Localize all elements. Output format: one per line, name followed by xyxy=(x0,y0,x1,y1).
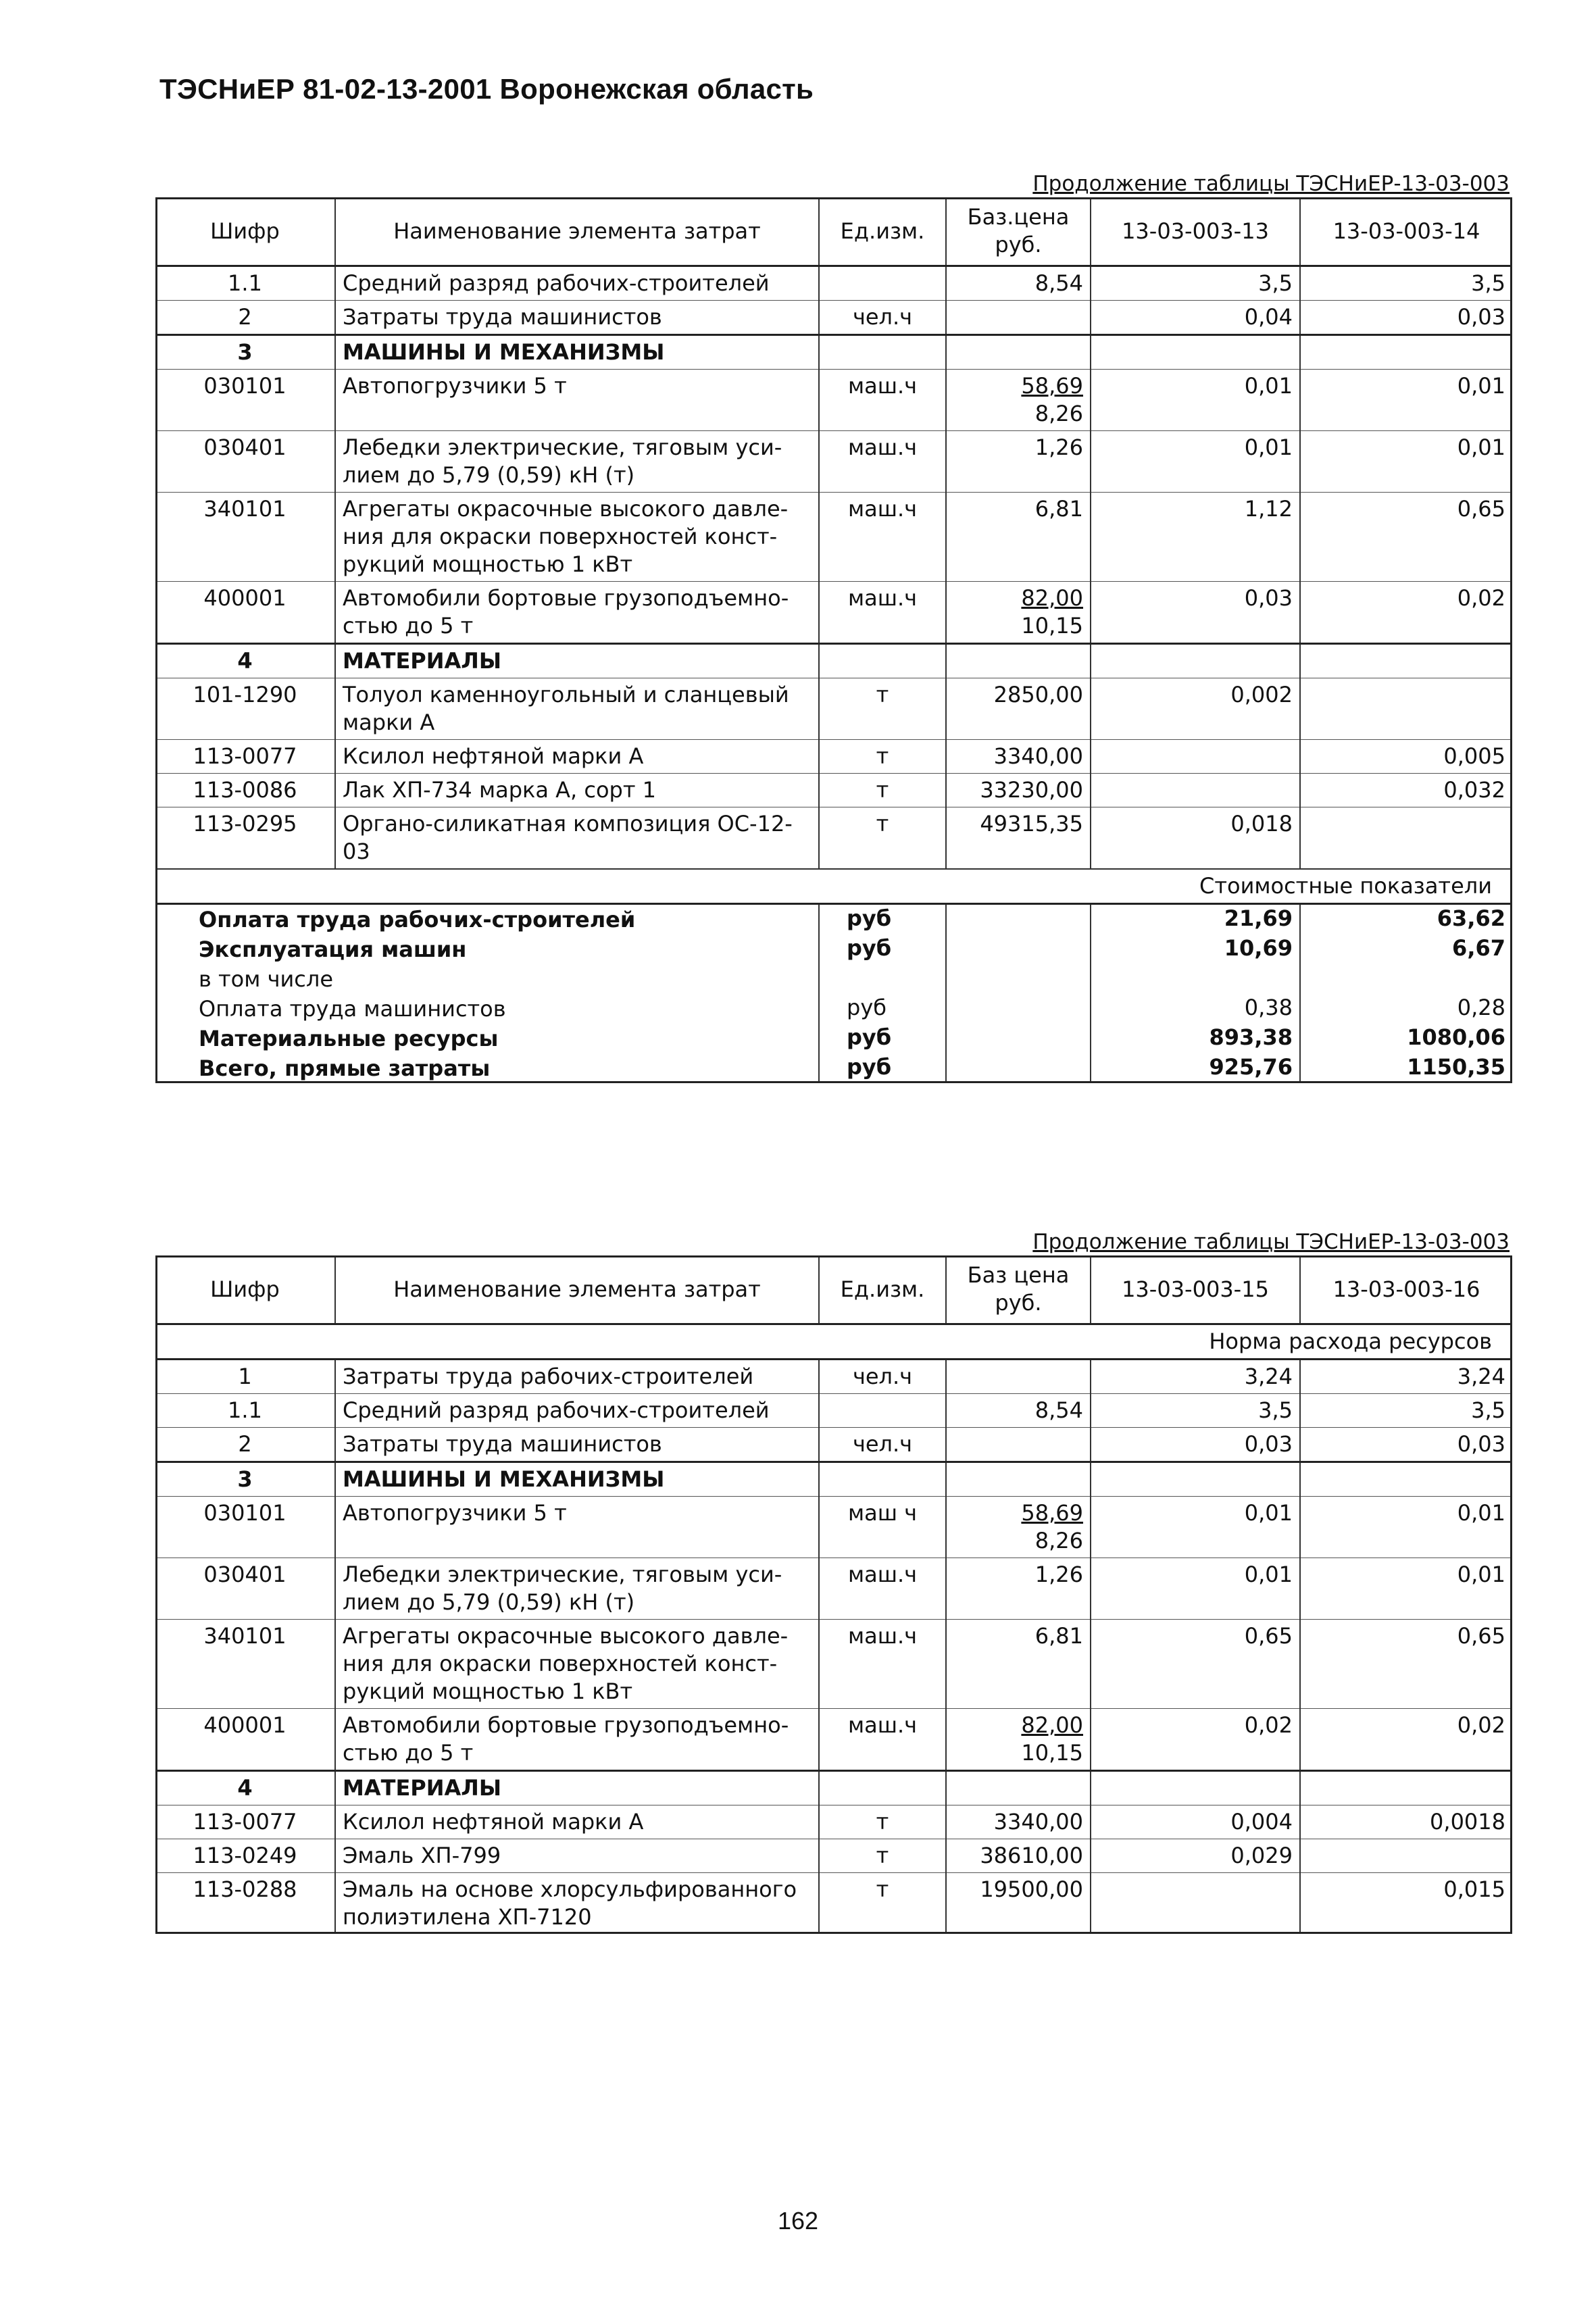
row-name: Затраты труда машинистов xyxy=(335,1428,819,1462)
row-code: 400001 xyxy=(155,582,335,644)
row-code: 030101 xyxy=(155,1497,335,1558)
row-price-labor: 8,26 xyxy=(1034,1528,1083,1553)
cost-name: Оплата труда рабочих-строителей xyxy=(199,907,636,932)
table-row xyxy=(155,1620,1512,1709)
table-row xyxy=(155,1805,1512,1839)
table-row xyxy=(155,301,1512,335)
row-price-labor: 10,15 xyxy=(1021,1740,1083,1766)
cost-unit: руб xyxy=(819,1053,946,1083)
resource-norm-label-row xyxy=(155,1324,1512,1360)
table-row xyxy=(155,1873,1512,1935)
cost-name: Материальные ресурсы xyxy=(199,1026,499,1051)
col-name-header: Наименование элемента затрат xyxy=(335,1255,819,1324)
row-code: 4 xyxy=(155,644,335,678)
col-value-1-header: 13-03-003-15 xyxy=(1091,1255,1300,1324)
cost-name: Всего, прямые затраты xyxy=(199,1055,491,1081)
row-name: Затраты труда рабочих-строителей xyxy=(335,1360,819,1394)
table-row xyxy=(155,1360,1512,1394)
row-value-2: 0,02 xyxy=(1300,582,1512,644)
row-value-2: 0,015 xyxy=(1300,1873,1512,1935)
row-code: 113-0086 xyxy=(155,774,335,807)
cost-value-1: 0,38 xyxy=(1091,994,1300,1024)
row-value-1: 3,5 xyxy=(1091,1394,1300,1428)
row-value-1: 0,004 xyxy=(1091,1805,1300,1839)
col-code-header: Шифр xyxy=(155,1255,335,1324)
table-row xyxy=(155,1497,1512,1558)
row-price xyxy=(946,644,1091,678)
row-name: МАШИНЫ И МЕХАНИЗМЫ xyxy=(335,1462,819,1497)
row-code: 400001 xyxy=(155,1709,335,1771)
table-row xyxy=(155,370,1512,431)
row-code: 2 xyxy=(155,1428,335,1462)
row-unit: т xyxy=(819,740,946,774)
cost-value-1: 10,69 xyxy=(1091,935,1300,964)
cost-unit: руб xyxy=(819,1024,946,1053)
row-price xyxy=(946,370,1091,431)
row-name: МАТЕРИАЛЫ xyxy=(335,644,819,678)
row-name: Органо-силикатная композиция ОС-12-03 xyxy=(335,807,819,870)
row-price: 2850,00 xyxy=(946,678,1091,740)
cost-row xyxy=(155,994,1512,1024)
row-value-2: 0,02 xyxy=(1300,1709,1512,1771)
row-value-2 xyxy=(1300,335,1512,370)
row-unit: маш.ч xyxy=(819,493,946,582)
cost-row xyxy=(155,964,1512,994)
cost-price xyxy=(946,1053,1091,1083)
row-code: 1.1 xyxy=(228,270,262,296)
row-unit: маш.ч xyxy=(819,370,946,431)
row-value-1: 0,018 xyxy=(1091,807,1300,870)
col-value-2-header: 13-03-003-16 xyxy=(1300,1255,1512,1324)
cost-value-2: 0,28 xyxy=(1300,994,1512,1024)
row-price: 19500,00 xyxy=(946,1873,1091,1935)
row-value-1: 1,12 xyxy=(1091,493,1300,582)
row-unit: чел.ч xyxy=(819,1360,946,1394)
row-name: Средний разряд рабочих-строителей xyxy=(335,266,819,301)
row-name: Лебедки электрические, тяговым уси-лием до 5,79 (0,59) кН (т) xyxy=(335,431,819,493)
row-value-2: 0,032 xyxy=(1300,774,1512,807)
col-name-header: Наименование элемента затрат xyxy=(335,197,819,266)
row-value-2: 3,5 xyxy=(1300,266,1512,301)
row-value-2: 0,01 xyxy=(1300,1558,1512,1620)
table-row xyxy=(155,1709,1512,1771)
row-value-1: 0,029 xyxy=(1091,1839,1300,1873)
row-code: 340101 xyxy=(155,1620,335,1709)
row-code: 101-1290 xyxy=(155,678,335,740)
row-price xyxy=(946,1771,1091,1805)
row-name: Ксилол нефтяной марки А xyxy=(335,1805,819,1839)
row-code: 113-0077 xyxy=(155,740,335,774)
row-value-1: 0,01 xyxy=(1091,370,1300,431)
cost-price xyxy=(946,994,1091,1024)
row-unit: маш.ч xyxy=(819,1709,946,1771)
col-value-2-header: 13-03-003-14 xyxy=(1300,197,1512,266)
row-value-1 xyxy=(1091,644,1300,678)
row-unit: чел.ч xyxy=(819,301,946,335)
row-name: МАШИНЫ И МЕХАНИЗМЫ xyxy=(335,335,819,370)
row-unit: маш.ч xyxy=(819,1620,946,1709)
cost-price xyxy=(946,964,1091,994)
row-name: Автопогрузчики 5 т xyxy=(335,1497,819,1558)
row-code: 113-0295 xyxy=(155,807,335,870)
row-unit: т xyxy=(819,774,946,807)
table-row xyxy=(155,740,1512,774)
row-name: Затраты труда машинистов xyxy=(335,301,819,335)
row-code: 030101 xyxy=(155,370,335,431)
row-value-1: 0,002 xyxy=(1091,678,1300,740)
row-price xyxy=(946,582,1091,644)
row-price xyxy=(946,1497,1091,1558)
cost-unit: руб xyxy=(819,935,946,964)
row-value-2: 0,65 xyxy=(1300,493,1512,582)
resource-table-1 xyxy=(155,197,1512,1083)
row-value-2: 0,005 xyxy=(1300,740,1512,774)
row-code: 340101 xyxy=(155,493,335,582)
row-value-1 xyxy=(1091,774,1300,807)
row-value-2: 0,65 xyxy=(1300,1620,1512,1709)
row-name: Автопогрузчики 5 т xyxy=(335,370,819,431)
table-row xyxy=(155,493,1512,582)
row-name: МАТЕРИАЛЫ xyxy=(335,1771,819,1805)
row-price-machine: 82,00 xyxy=(1021,1712,1083,1738)
row-price xyxy=(946,301,1091,335)
cost-unit: руб xyxy=(819,994,946,1024)
row-code: 113-0249 xyxy=(155,1839,335,1873)
row-unit xyxy=(819,1462,946,1497)
row-value-1: 3,5 xyxy=(1091,266,1300,301)
table-row xyxy=(155,1428,1512,1462)
row-code: 3 xyxy=(155,335,335,370)
row-price: 3340,00 xyxy=(946,1805,1091,1839)
row-price: 3340,00 xyxy=(946,740,1091,774)
row-value-1: 0,04 xyxy=(1091,301,1300,335)
cost-value-2: 6,67 xyxy=(1300,935,1512,964)
continuation-label-1: Продолжение таблицы ТЭСНиЕР-13-03-003 xyxy=(1032,172,1510,196)
cost-row xyxy=(155,904,1512,935)
table-row xyxy=(155,582,1512,644)
row-value-1: 0,65 xyxy=(1091,1620,1300,1709)
row-value-2: 0,01 xyxy=(1300,431,1512,493)
cost-value-1 xyxy=(1091,964,1300,994)
row-value-2: 3,5 xyxy=(1300,1394,1512,1428)
table-row xyxy=(155,1558,1512,1620)
row-unit: чел.ч xyxy=(819,1428,946,1462)
row-value-2 xyxy=(1300,1839,1512,1873)
cost-value-1: 21,69 xyxy=(1091,904,1300,935)
row-name: Лак ХП-734 марка А, сорт 1 xyxy=(335,774,819,807)
row-price-labor: 8,26 xyxy=(1034,401,1083,426)
table-header-row xyxy=(155,1255,1512,1324)
row-unit: маш.ч xyxy=(819,582,946,644)
cost-row xyxy=(155,1053,1512,1083)
row-unit: маш.ч xyxy=(819,1558,946,1620)
row-value-2 xyxy=(1300,1462,1512,1497)
col-price-header: Баз.цена руб. xyxy=(946,197,1091,266)
row-unit xyxy=(819,266,946,301)
col-unit-header: Ед.изм. xyxy=(819,1255,946,1324)
row-unit xyxy=(819,1394,946,1428)
row-price xyxy=(946,1462,1091,1497)
table-row xyxy=(155,1462,1512,1497)
row-price: 6,81 xyxy=(946,493,1091,582)
row-code: 030401 xyxy=(155,1558,335,1620)
row-value-1: 0,01 xyxy=(1091,1558,1300,1620)
col-value-1-header: 13-03-003-13 xyxy=(1091,197,1300,266)
cost-value-2: 63,62 xyxy=(1300,904,1512,935)
row-price xyxy=(946,1709,1091,1771)
row-price xyxy=(946,1360,1091,1394)
table-row xyxy=(155,431,1512,493)
table-row xyxy=(155,1394,1512,1428)
row-price-machine: 58,69 xyxy=(1021,1500,1083,1526)
row-unit: маш ч xyxy=(819,1497,946,1558)
cost-value-2 xyxy=(1300,964,1512,994)
cost-unit xyxy=(819,964,946,994)
row-price-machine: 58,69 xyxy=(1021,373,1083,399)
row-value-2 xyxy=(1300,678,1512,740)
cost-name: Оплата труда машинистов xyxy=(199,996,506,1022)
col-unit-header: Ед.изм. xyxy=(819,197,946,266)
row-value-1: 3,24 xyxy=(1091,1360,1300,1394)
row-code: 1 xyxy=(238,1364,252,1389)
row-value-1 xyxy=(1091,740,1300,774)
cost-row xyxy=(155,935,1512,964)
row-name: Лебедки электрические, тяговым уси-лием до 5,79 (0,59) кН (т) xyxy=(335,1558,819,1620)
row-name: Автомобили бортовые грузоподъемно-стью до 5 т xyxy=(335,582,819,644)
row-price: 49315,35 xyxy=(946,807,1091,870)
table-row xyxy=(155,335,1512,370)
row-unit: т xyxy=(819,807,946,870)
table-row xyxy=(155,1771,1512,1805)
cost-value-2: 1150,35 xyxy=(1300,1053,1512,1083)
col-price-header: Баз цена руб. xyxy=(946,1255,1091,1324)
row-unit: т xyxy=(819,1805,946,1839)
cost-row xyxy=(155,1024,1512,1053)
row-price-labor: 10,15 xyxy=(1021,613,1083,639)
row-name: Ксилол нефтяной марки А xyxy=(335,740,819,774)
row-price xyxy=(946,1428,1091,1462)
continuation-label-2: Продолжение таблицы ТЭСНиЕР-13-03-003 xyxy=(1032,1230,1510,1254)
row-code: 113-0077 xyxy=(155,1805,335,1839)
cost-indicators-label: Стоимостные показатели xyxy=(155,869,1512,904)
row-value-2 xyxy=(1300,1771,1512,1805)
row-value-1: 0,03 xyxy=(1091,1428,1300,1462)
row-value-1: 0,01 xyxy=(1091,1497,1300,1558)
table-row xyxy=(155,678,1512,740)
row-price: 1,26 xyxy=(946,431,1091,493)
row-code: 1.1 xyxy=(155,1394,335,1428)
table-row xyxy=(155,1839,1512,1873)
row-code: 3 xyxy=(155,1462,335,1497)
page-number: 162 xyxy=(777,2207,819,2235)
row-price: 8,54 xyxy=(946,266,1091,301)
table-row xyxy=(155,807,1512,870)
row-value-2: 0,03 xyxy=(1300,1428,1512,1462)
row-code: 030401 xyxy=(155,431,335,493)
table-header-row xyxy=(155,197,1512,266)
cost-value-1: 925,76 xyxy=(1091,1053,1300,1083)
cost-value-1: 893,38 xyxy=(1091,1024,1300,1053)
cost-name: в том числе xyxy=(199,966,333,992)
row-code: 113-0288 xyxy=(155,1873,335,1935)
row-name: Эмаль на основе хлорсульфированного полиэтилена ХП-7120 xyxy=(335,1873,819,1935)
row-unit: маш.ч xyxy=(819,431,946,493)
row-value-2: 3,24 xyxy=(1300,1360,1512,1394)
row-name: Агрегаты окрасочные высокого давле-ния для окраски поверхностей конст-рукций мощностью 1 кВт xyxy=(335,493,819,582)
row-value-1 xyxy=(1091,1771,1300,1805)
row-value-1: 0,03 xyxy=(1091,582,1300,644)
cost-price xyxy=(946,904,1091,935)
row-unit xyxy=(819,1771,946,1805)
row-price: 33230,00 xyxy=(946,774,1091,807)
row-price: 8,54 xyxy=(946,1394,1091,1428)
row-value-1 xyxy=(1091,1873,1300,1935)
row-name: Агрегаты окрасочные высокого давле-ния для окраски поверхностей конст-рукций мощностью 1 кВт xyxy=(335,1620,819,1709)
row-unit xyxy=(819,644,946,678)
row-price-machine: 82,00 xyxy=(1021,585,1083,611)
resource-norm-label: Норма расхода ресурсов xyxy=(155,1324,1512,1360)
row-value-2 xyxy=(1300,807,1512,870)
row-value-2: 0,01 xyxy=(1300,1497,1512,1558)
row-price: 1,26 xyxy=(946,1558,1091,1620)
resource-table-2 xyxy=(155,1255,1512,1934)
row-price: 38610,00 xyxy=(946,1839,1091,1873)
cost-name: Эксплуатация машин xyxy=(199,937,467,962)
row-value-1 xyxy=(1091,1462,1300,1497)
cost-price xyxy=(946,1024,1091,1053)
row-value-2: 0,03 xyxy=(1300,301,1512,335)
row-value-2: 0,01 xyxy=(1300,370,1512,431)
row-value-1: 0,01 xyxy=(1091,431,1300,493)
table-row xyxy=(155,644,1512,678)
row-value-1 xyxy=(1091,335,1300,370)
table-row xyxy=(155,266,1512,301)
cost-value-2: 1080,06 xyxy=(1300,1024,1512,1053)
table-row xyxy=(155,774,1512,807)
row-name: Толуол каменноугольный и сланцевый марки А xyxy=(335,678,819,740)
row-unit xyxy=(819,335,946,370)
col-code-header: Шифр xyxy=(155,197,335,266)
row-price xyxy=(946,335,1091,370)
row-name: Средний разряд рабочих-строителей xyxy=(335,1394,819,1428)
row-code: 4 xyxy=(155,1771,335,1805)
cost-unit: руб xyxy=(819,904,946,935)
row-name: Автомобили бортовые грузоподъемно-стью до 5 т xyxy=(335,1709,819,1771)
row-value-1: 0,02 xyxy=(1091,1709,1300,1771)
row-name: Эмаль ХП-799 xyxy=(335,1839,819,1873)
row-value-2 xyxy=(1300,644,1512,678)
cost-indicators-label-row xyxy=(155,869,1512,904)
cost-price xyxy=(946,935,1091,964)
row-unit: т xyxy=(819,1839,946,1873)
row-price: 6,81 xyxy=(946,1620,1091,1709)
row-unit: т xyxy=(819,678,946,740)
document-title: ТЭСНиЕР 81-02-13-2001 Воронежская область xyxy=(159,73,814,105)
row-value-2: 0,0018 xyxy=(1300,1805,1512,1839)
row-unit: т xyxy=(819,1873,946,1935)
row-code: 2 xyxy=(155,301,335,335)
